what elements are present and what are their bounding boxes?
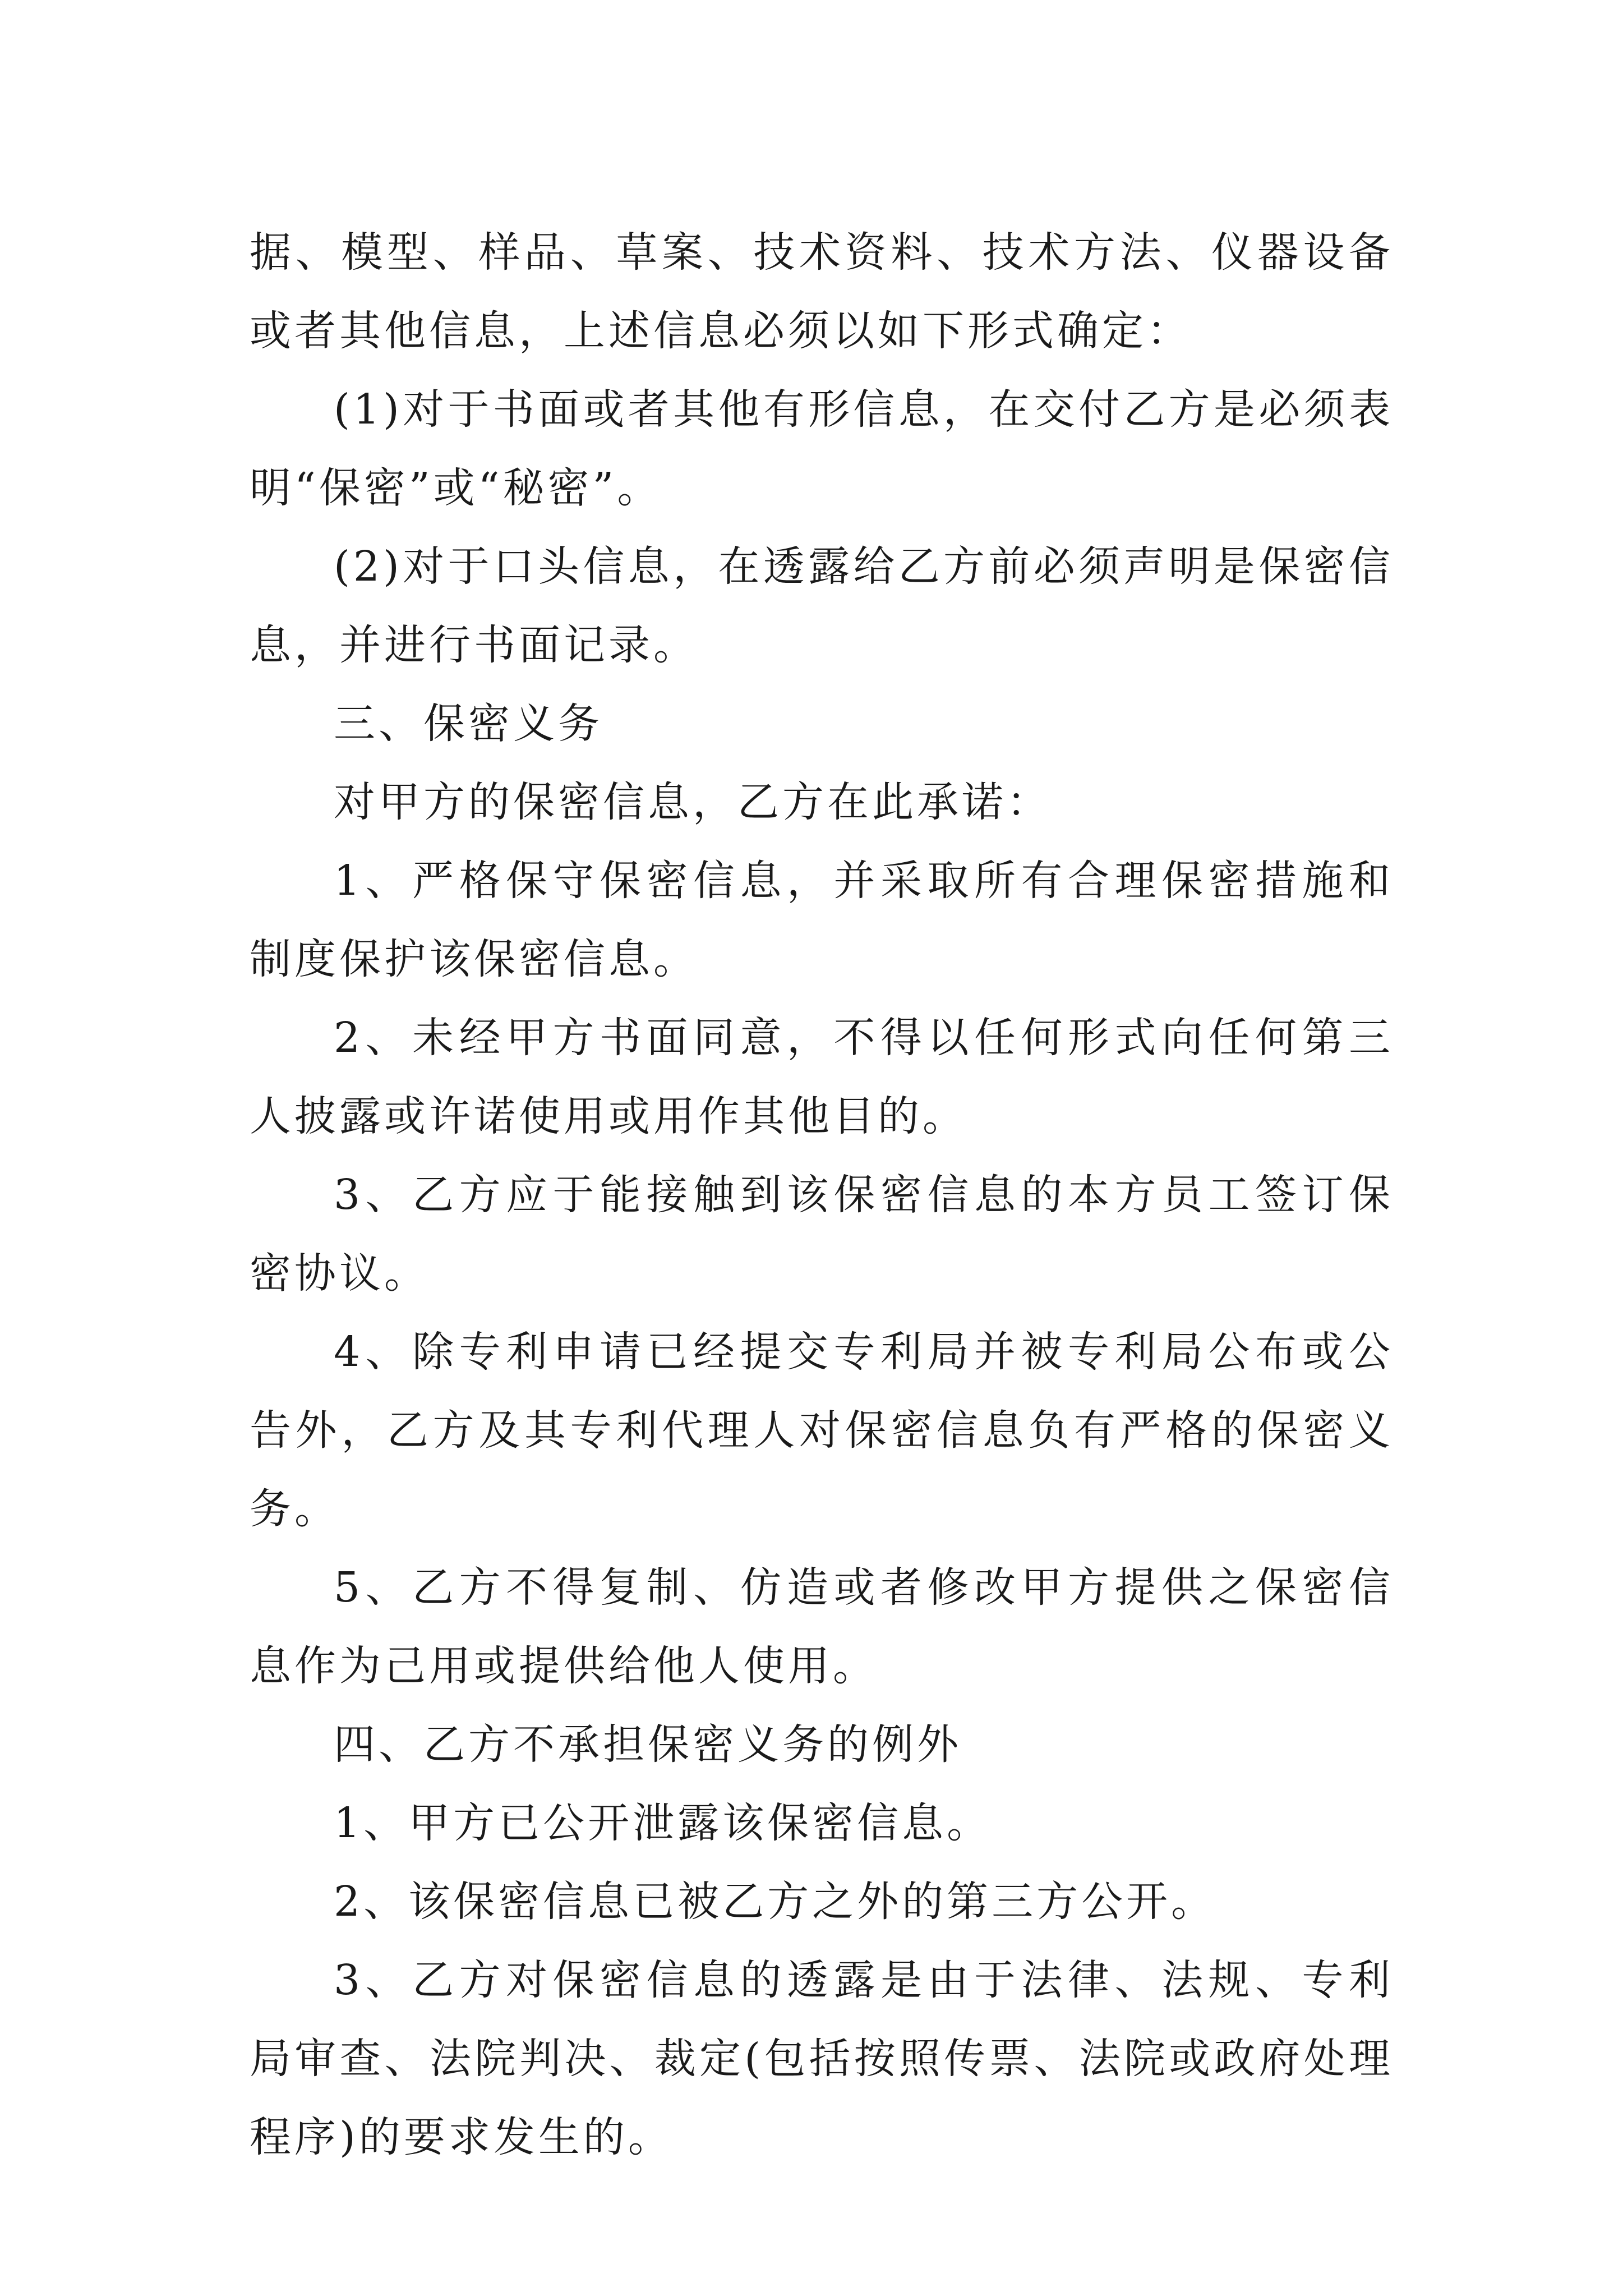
- paragraph-written-info: (1)对于书面或者其他有形信息，在交付乙方是必须表明“保密”或“秘密”。: [250, 385, 1394, 512]
- paragraph-obligation-4: 4、除专利申请已经提交专利局并被专利局公布或公告外，乙方及其专利代理人对保密信息负有严格的保密义务。: [250, 1328, 1394, 1533]
- paragraph-continuation: 据、模型、样品、草案、技术资料、技术方法、仪器设备或者其他信息，上述信息必须以如下形式确定：: [250, 228, 1394, 355]
- paragraph-commitment-intro: 对甲方的保密信息，乙方在此承诺：: [334, 778, 1052, 826]
- paragraph-exception-1: 1、甲方已公开泄露该保密信息。: [334, 1799, 992, 1847]
- paragraph-obligation-3: 3、乙方应于能接触到该保密信息的本方员工签订保密协议。: [250, 1171, 1394, 1297]
- section-heading-exceptions: 四、乙方不承担保密义务的例外: [334, 1720, 962, 1769]
- paragraph-obligation-2: 2、未经甲方书面同意，不得以任何形式向任何第三人披露或许诺使用或用作其他目的。: [250, 1014, 1394, 1140]
- paragraph-exception-2: 2、该保密信息已被乙方之外的第三方公开。: [334, 1878, 1216, 1926]
- paragraph-obligation-1: 1、严格保守保密信息，并采取所有合理保密措施和制度保护该保密信息。: [250, 857, 1394, 983]
- section-heading-confidentiality-obligations: 三、保密义务: [334, 700, 603, 748]
- paragraph-exception-3: 3、乙方对保密信息的透露是由于法律、法规、专利局审查、法院判决、裁定(包括按照传票、法院或政府处理程序)的要求发生的。: [250, 1956, 1394, 2161]
- paragraph-oral-info: (2)对于口头信息，在透露给乙方前必须声明是保密信息，并进行书面记录。: [250, 542, 1394, 669]
- paragraph-obligation-5: 5、乙方不得复制、仿造或者修改甲方提供之保密信息作为己用或提供给他人使用。: [250, 1563, 1394, 1690]
- document-body: [250, 213, 1394, 2177]
